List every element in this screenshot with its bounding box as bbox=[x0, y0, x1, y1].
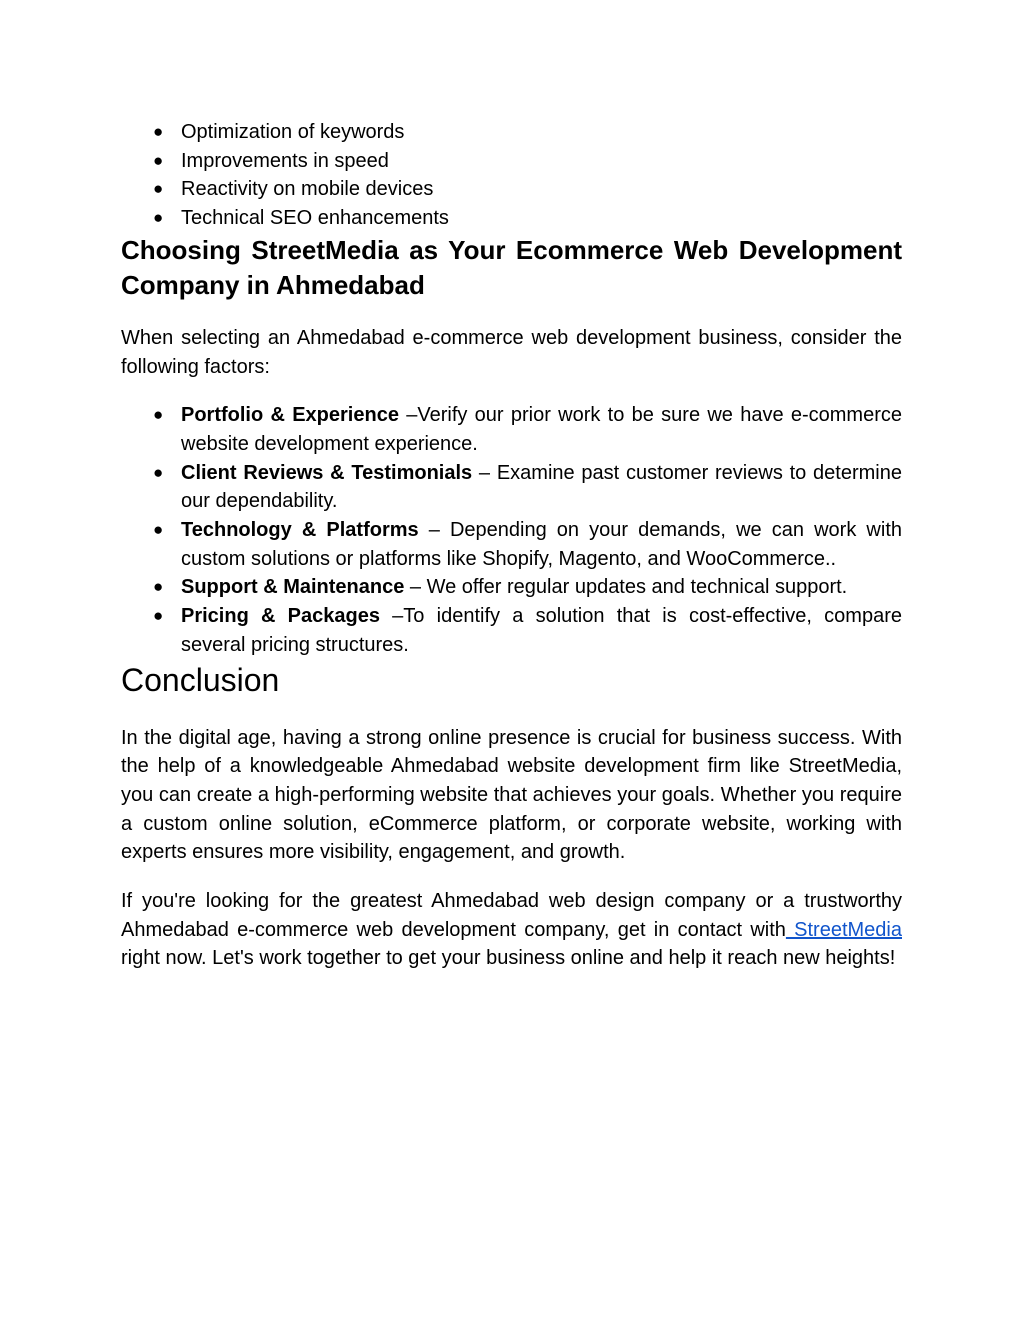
factor-title: Pricing & Packages bbox=[181, 605, 380, 628]
factor-text: – We offer regular updates and technical support. bbox=[404, 576, 848, 599]
list-item-text: Technical SEO enhancements bbox=[181, 207, 449, 230]
list-item-text: Optimization of keywords bbox=[181, 121, 405, 143]
factor-title: Client Reviews & Testimonials bbox=[181, 461, 473, 484]
contact-text-before: If you're looking for the greatest Ahmedabad web design company or a trustworthy Ahmedabad e-commerce web development company, get in contact with bbox=[121, 890, 902, 941]
bullet-icon: ● bbox=[153, 405, 164, 425]
bullet-icon: ● bbox=[153, 150, 164, 170]
list-item bbox=[121, 401, 902, 458]
conclusion-paragraph: In the digital age, having a strong online presence is crucial for business success. With the help of a knowledgeable Ahmedabad website development firm like StreetMedia, you can create a high-performing website that achieves your goals. Whether you require a custom online solution, eCommerce platform, or corporate website, working with experts ensures more visibility, engagement, and growth. bbox=[121, 726, 902, 864]
factor-title: Technology & Platforms bbox=[181, 519, 419, 542]
choosing-intro: When selecting an Ahmedabad e-commerce web development business, consider the following factors: bbox=[121, 326, 902, 378]
bullet-icon: ● bbox=[153, 122, 164, 141]
bullet-icon: ● bbox=[153, 208, 164, 228]
bullet-icon: ● bbox=[153, 462, 164, 482]
list-item bbox=[121, 147, 902, 176]
bullet-icon: ● bbox=[153, 577, 164, 597]
choosing-heading: Choosing StreetMedia as Your Ecommerce Web Development Company in Ahmedabad bbox=[121, 234, 902, 301]
streetmedia-link[interactable]: StreetMedia bbox=[785, 918, 902, 941]
conclusion-heading: Conclusion bbox=[121, 661, 280, 698]
contact-paragraph bbox=[121, 887, 902, 973]
list-item-text: Reactivity on mobile devices bbox=[181, 178, 434, 201]
factor-text: –Verify our prior work to be sure we have e-commerce website development experience. bbox=[181, 404, 902, 455]
bullet-icon: ● bbox=[153, 520, 164, 540]
list-item bbox=[121, 175, 902, 204]
list-item bbox=[121, 118, 902, 147]
bullet-icon: ● bbox=[153, 179, 164, 199]
factor-text: –To identify a solution that is cost-effective, compare several pricing structures. bbox=[181, 605, 902, 656]
seo-features-list bbox=[121, 118, 902, 233]
factor-title: Support & Maintenance bbox=[181, 576, 405, 599]
factor-text: – Depending on your demands, we can work with custom solutions or platforms like Shopify, Magento, and WooCommerce.. bbox=[181, 519, 902, 570]
factor-title: Portfolio & Experience bbox=[181, 404, 399, 427]
list-item bbox=[121, 204, 902, 233]
factor-text: – Examine past customer reviews to determine our dependability. bbox=[181, 461, 902, 513]
list-item bbox=[121, 516, 902, 573]
list-item bbox=[121, 573, 902, 602]
factors-list bbox=[121, 401, 902, 659]
contact-text-after: right now. Let's work together to get your business online and help it reach new heights! bbox=[121, 947, 896, 970]
list-item-text: Improvements in speed bbox=[181, 149, 389, 172]
document-page bbox=[121, 118, 902, 993]
list-item bbox=[121, 602, 902, 659]
bullet-icon: ● bbox=[153, 606, 164, 626]
list-item bbox=[121, 459, 902, 516]
